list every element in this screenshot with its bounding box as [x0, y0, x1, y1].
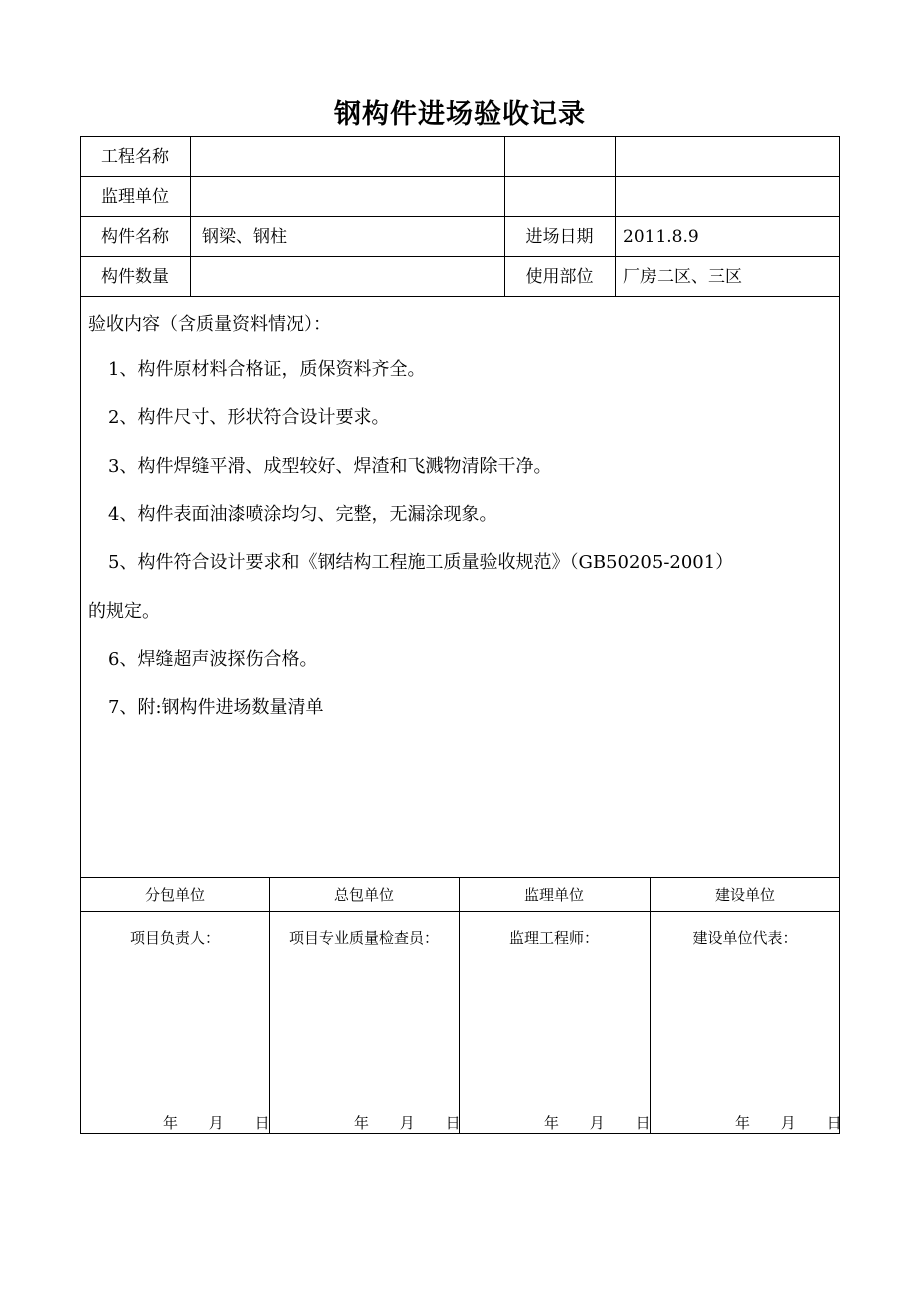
content-item: 3、构件焊缝平滑、成型较好、焊渣和飞溅物清除干净。 — [108, 456, 552, 477]
date-day: 日 — [635, 1114, 651, 1132]
field-label-usage-area: 使用部位 — [525, 267, 594, 287]
field-value-component-name: 钢梁、钢柱 — [202, 227, 287, 247]
col-divider — [269, 877, 270, 1134]
field-value-entry-date: 2011.8.9 — [623, 227, 699, 247]
col-divider — [459, 877, 460, 1134]
content-item: 1、构件原材料合格证，质保资料齐全。 — [108, 359, 426, 380]
date-day: 日 — [826, 1114, 842, 1132]
field-value-usage-area: 厂房二区、三区 — [623, 267, 742, 287]
signature-role-quality-inspector: 项目专业质量检查员： — [288, 929, 439, 947]
signature-unit-general-contractor: 总包单位 — [333, 886, 394, 904]
row-divider — [80, 911, 840, 912]
signature-date — [544, 1112, 651, 1133]
content-item: 的规定。 — [88, 601, 160, 622]
signature-unit-subcontractor: 分包单位 — [144, 886, 205, 904]
date-year: 年 — [354, 1114, 370, 1132]
signature-date — [163, 1112, 270, 1133]
date-month: 月 — [399, 1114, 415, 1132]
content-item: 2、构件尺寸、形状符合设计要求。 — [108, 407, 390, 428]
date-month: 月 — [780, 1114, 796, 1132]
signature-role-project-lead: 项目负责人： — [129, 929, 220, 947]
field-label-project-name: 工程名称 — [101, 147, 169, 167]
content-heading: 验收内容（含质量资料情况）： — [88, 314, 331, 335]
date-year: 年 — [163, 1114, 179, 1132]
date-month: 月 — [208, 1114, 224, 1132]
date-day: 日 — [445, 1114, 461, 1132]
col-divider — [190, 136, 191, 296]
signature-role-supervising-engineer: 监理工程师： — [508, 929, 599, 947]
signature-date — [735, 1112, 842, 1133]
row-divider — [80, 296, 840, 297]
content-item: 4、构件表面油漆喷涂均匀、完整，无漏涂现象。 — [108, 504, 498, 525]
content-item: 5、构件符合设计要求和《钢结构工程施工质量验收规范》（GB50205-2001） — [108, 552, 734, 573]
field-label-component-count: 构件数量 — [101, 267, 169, 287]
col-divider — [615, 136, 616, 296]
signature-role-owner-representative: 建设单位代表： — [692, 929, 798, 947]
signature-date — [354, 1112, 461, 1133]
col-divider — [650, 877, 651, 1134]
row-divider — [80, 877, 840, 878]
date-year: 年 — [544, 1114, 560, 1132]
field-label-component-name: 构件名称 — [101, 227, 169, 247]
date-month: 月 — [589, 1114, 605, 1132]
content-item: 7、附:钢构件进场数量清单 — [108, 697, 324, 718]
date-day: 日 — [254, 1114, 270, 1132]
date-year: 年 — [735, 1114, 751, 1132]
signature-unit-supervisor: 监理单位 — [523, 886, 584, 904]
row-divider — [80, 256, 840, 257]
document-title: 钢构件进场验收记录 — [334, 99, 586, 130]
field-label-entry-date: 进场日期 — [525, 227, 594, 247]
content-item: 6、焊缝超声波探伤合格。 — [108, 649, 318, 670]
row-divider — [80, 216, 840, 217]
signature-unit-owner: 建设单位 — [714, 886, 775, 904]
row-divider — [80, 176, 840, 177]
field-label-supervisor: 监理单位 — [101, 187, 169, 207]
